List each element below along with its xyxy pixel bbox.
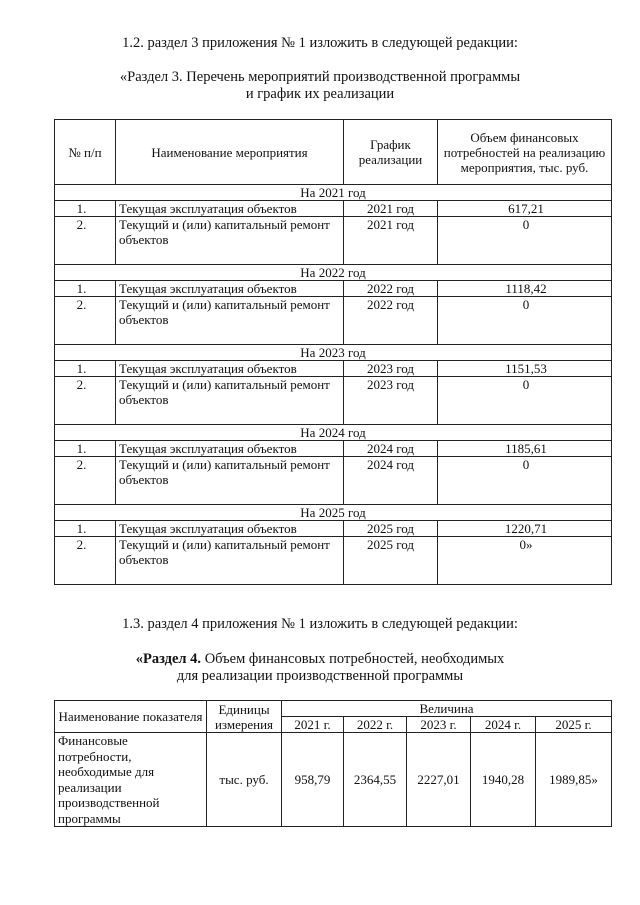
year-label: На 2022 год (55, 265, 612, 281)
row-amount: 1118,42 (438, 281, 612, 297)
table-row (55, 281, 612, 297)
row-num: 1. (55, 281, 116, 297)
row-schedule: 2021 год (344, 201, 438, 217)
row-amount: 1151,53 (438, 361, 612, 377)
row-name: Текущая эксплуатация объектов (116, 441, 344, 457)
header-year: 2024 г. (471, 717, 536, 733)
value-cell: 2227,01 (407, 733, 471, 827)
row-schedule: 2024 год (344, 441, 438, 457)
row-schedule: 2023 год (344, 377, 438, 425)
table-row (55, 457, 612, 505)
table-row (55, 377, 612, 425)
header-year: 2023 г. (407, 717, 471, 733)
table-row (55, 733, 612, 827)
row-num: 2. (55, 217, 116, 265)
section-4-title-line2: для реализации производственной программы (176, 668, 464, 684)
instruction-1-2: 1.2. раздел 3 приложения № 1 изложить в следующей редакции: (122, 35, 518, 51)
section-4-title-line1 (0, 651, 640, 668)
section-4-title-rest: Объем финансовых потребностей, необходимых (201, 651, 505, 667)
row-name: Текущий и (или) капитальный ремонт объектов (116, 377, 344, 425)
instruction-1-3: 1.3. раздел 4 приложения № 1 изложить в следующей редакции: (122, 616, 518, 632)
header-year: 2025 г. (536, 717, 612, 733)
financial-needs-table (54, 700, 612, 827)
row-schedule: 2021 год (344, 217, 438, 265)
row-num: 2. (55, 377, 116, 425)
table-row (55, 297, 612, 345)
activities-table (54, 119, 612, 585)
row-amount: 1185,61 (438, 441, 612, 457)
table-row (55, 361, 612, 377)
year-label: На 2021 год (55, 185, 612, 201)
value-cell: 2364,55 (344, 733, 407, 827)
header-name: Наименование мероприятия (116, 120, 344, 185)
section-3-title-line1: «Раздел 3. Перечень мероприятий производственной программы (119, 69, 521, 85)
row-name: Текущий и (или) капитальный ремонт объектов (116, 217, 344, 265)
header-year: 2022 г. (344, 717, 407, 733)
row-num: 1. (55, 361, 116, 377)
row-schedule: 2025 год (344, 521, 438, 537)
section-4-title-bold: «Раздел 4. (135, 651, 202, 667)
row-amount: 617,21 (438, 201, 612, 217)
table-row (55, 521, 612, 537)
row-num: 2. (55, 457, 116, 505)
row-num: 2. (55, 297, 116, 345)
year-label: На 2025 год (55, 505, 612, 521)
value-cell: 958,79 (282, 733, 344, 827)
row-amount: 0 (438, 377, 612, 425)
row-num: 1. (55, 441, 116, 457)
row-name: Текущий и (или) капитальный ремонт объектов (116, 457, 344, 505)
row-name: Текущий и (или) капитальный ремонт объектов (116, 297, 344, 345)
header-amount: Объем финансовых потребностей на реализацию мероприятия, тыс. руб. (438, 120, 612, 185)
value-cell: 1940,28 (471, 733, 536, 827)
row-schedule: 2024 год (344, 457, 438, 505)
row-num: 1. (55, 521, 116, 537)
row-amount: 1220,71 (438, 521, 612, 537)
section-3-title-line2: и график их реализации (245, 86, 395, 102)
table-row (55, 201, 612, 217)
row-name: Текущая эксплуатация объектов (116, 361, 344, 377)
year-label: На 2024 год (55, 425, 612, 441)
row-num: 2. (55, 537, 116, 585)
header-value: Величина (282, 701, 612, 717)
row-schedule: 2023 год (344, 361, 438, 377)
indicator-name: Финансовые потребности, необходимые для реализации производственной программы (55, 733, 207, 827)
row-name: Текущая эксплуатация объектов (116, 521, 344, 537)
row-amount: 0» (438, 537, 612, 585)
header-unit: Единицы измерения (207, 701, 282, 733)
header-num: № п/п (55, 120, 116, 185)
value-cell: 1989,85» (536, 733, 612, 827)
header-indicator: Наименование показателя (55, 701, 207, 733)
row-schedule: 2022 год (344, 297, 438, 345)
indicator-unit: тыс. руб. (207, 733, 282, 827)
row-schedule: 2022 год (344, 281, 438, 297)
row-name: Текущая эксплуатация объектов (116, 201, 344, 217)
row-amount: 0 (438, 457, 612, 505)
table-row (55, 537, 612, 585)
row-amount: 0 (438, 297, 612, 345)
row-amount: 0 (438, 217, 612, 265)
header-year: 2021 г. (282, 717, 344, 733)
row-schedule: 2025 год (344, 537, 438, 585)
row-name: Текущий и (или) капитальный ремонт объектов (116, 537, 344, 585)
year-label: На 2023 год (55, 345, 612, 361)
table-row (55, 217, 612, 265)
row-name: Текущая эксплуатация объектов (116, 281, 344, 297)
row-num: 1. (55, 201, 116, 217)
table-row (55, 441, 612, 457)
header-schedule: График реализации (344, 120, 438, 185)
